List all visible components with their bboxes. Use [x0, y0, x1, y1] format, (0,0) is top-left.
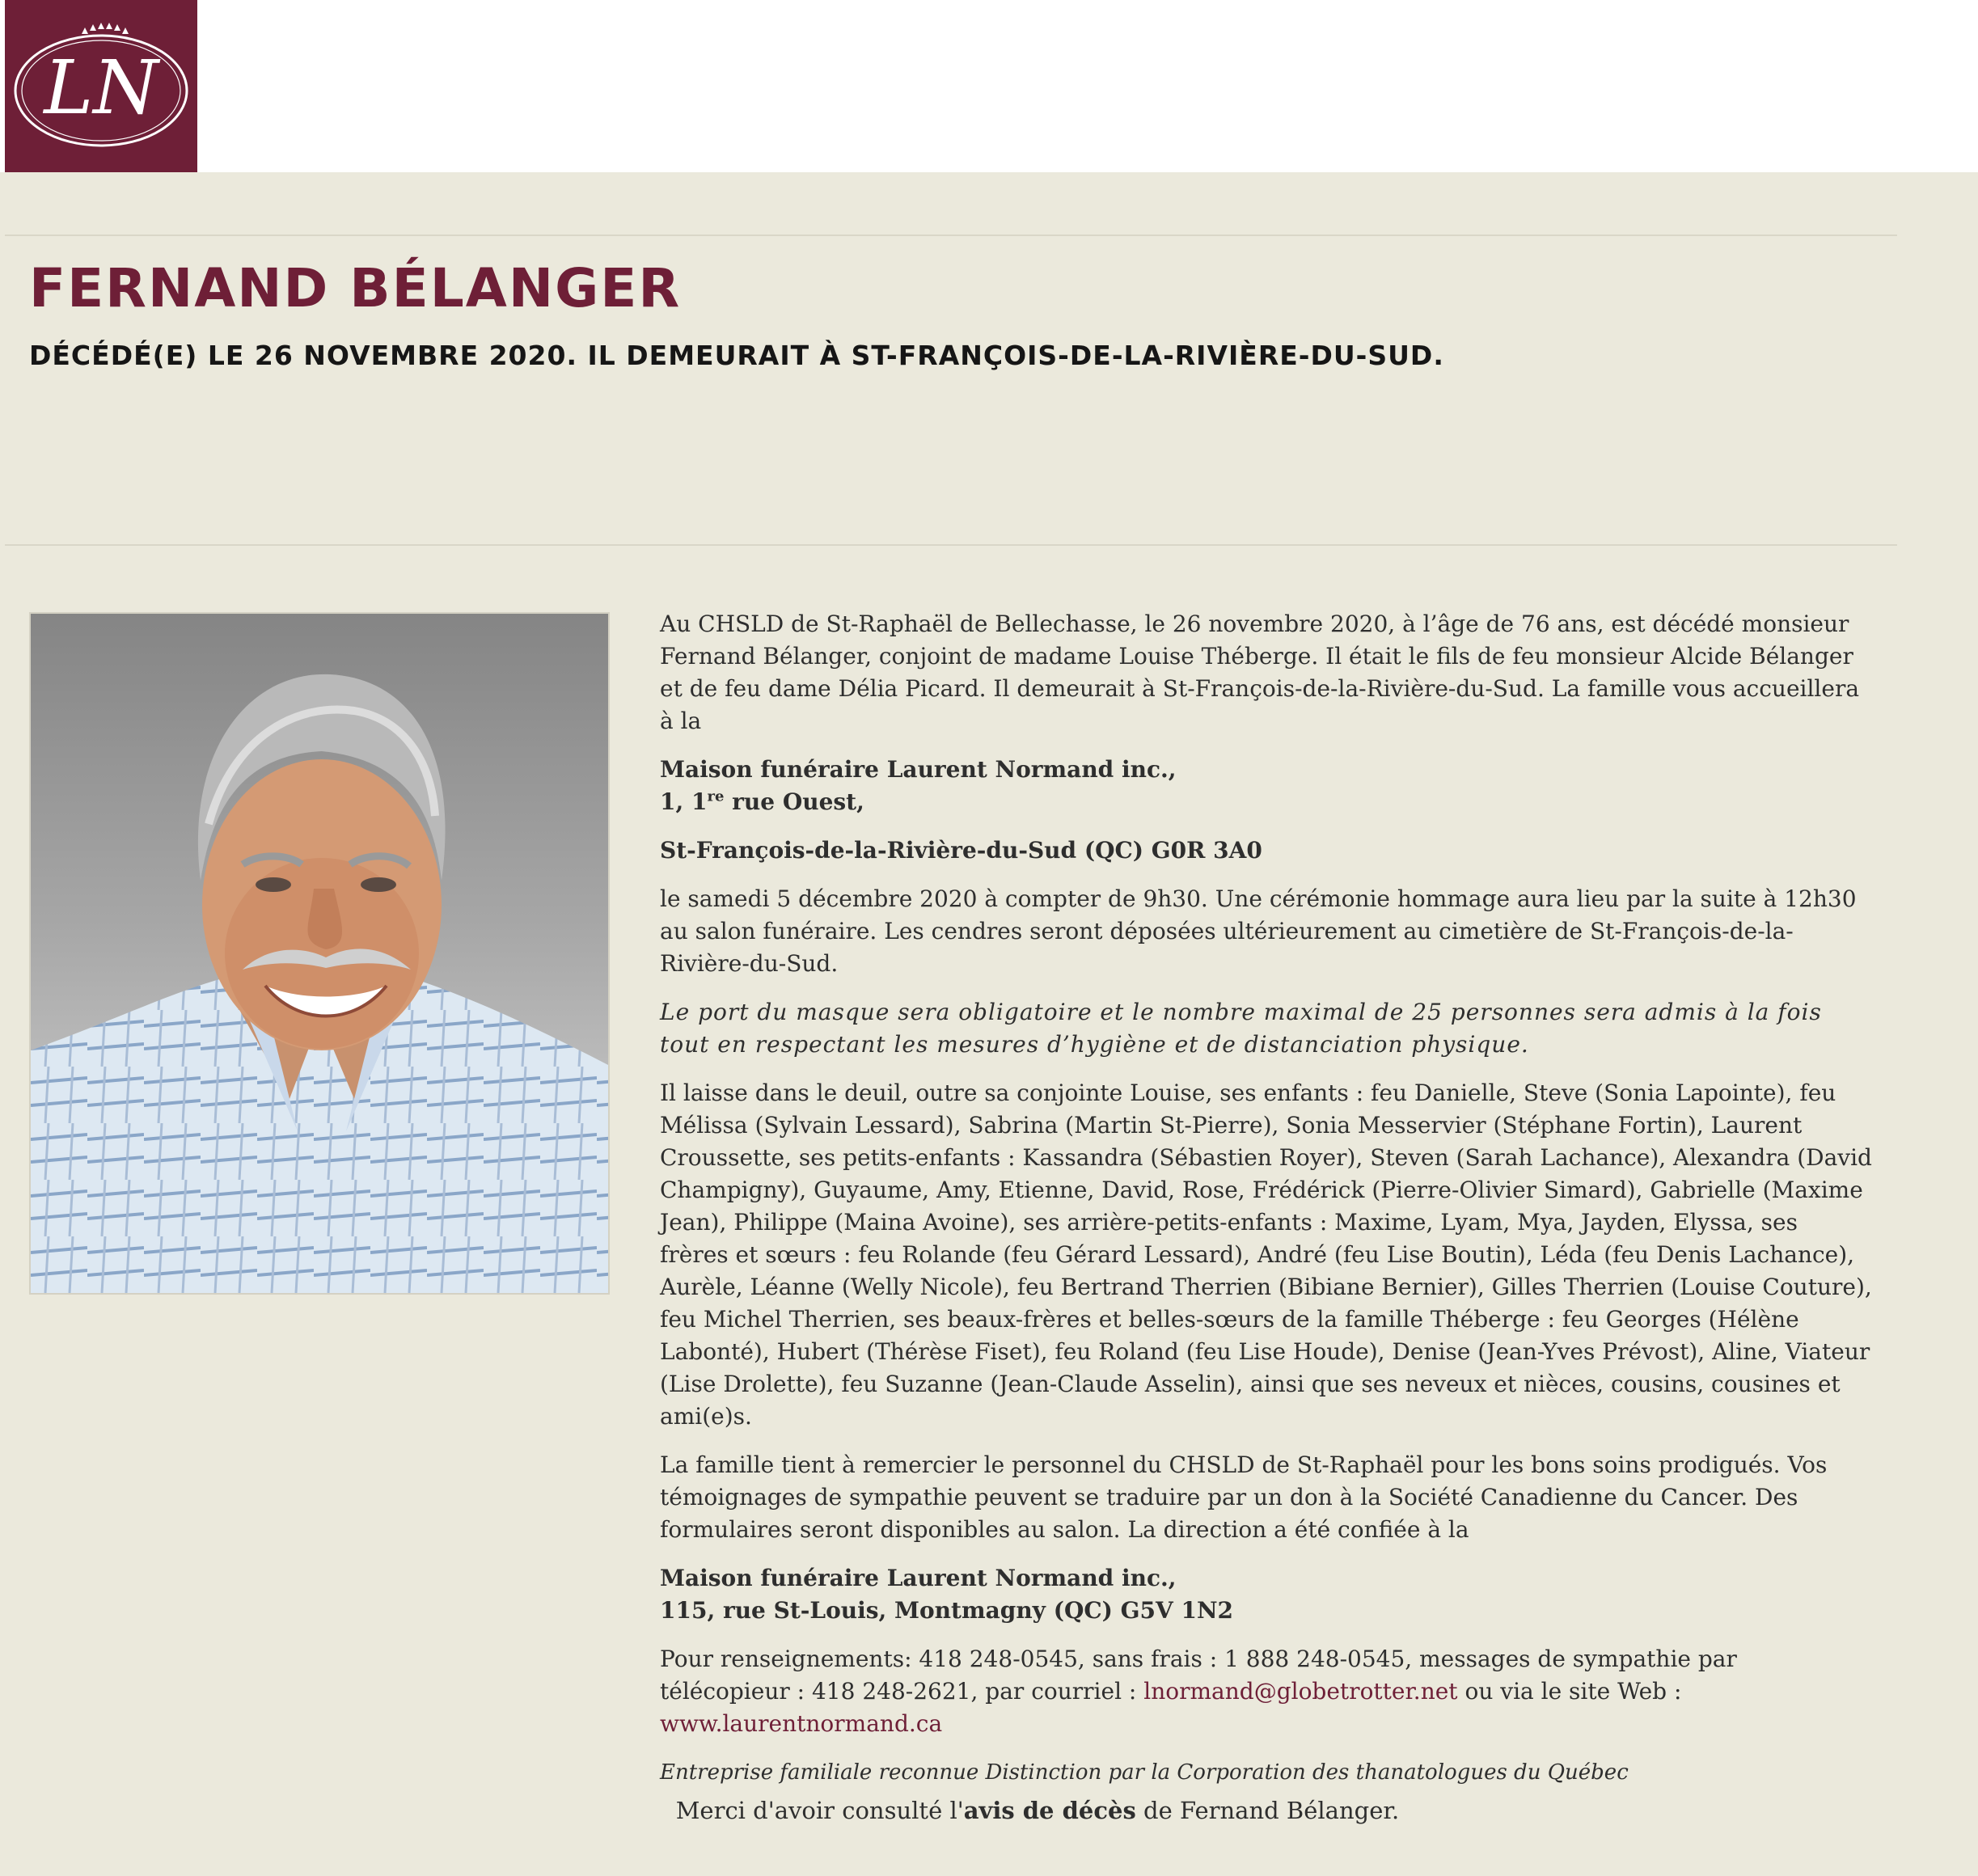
address-1-line-2-suffix: rue Ouest,	[724, 788, 864, 815]
survivors-paragraph: Il laisse dans le deuil, outre sa conjointe Louise, ses enfants : feu Danielle, Steve (Sonia Lapointe), feu Mélissa (Sylvain Lessard), Sabrina (Martin St-Pierre), Sonia Messervier (Stéphane Fortin), Laurent Croussette, ses petits-enfants : Kassandra (Sébastien Royer), Steven (Sarah Lachance), Alexandra (David Champigny), Guyaume, Amy, Etienne, David, Rose, Frédérick (Pierre-Olivier Simard), Gabrielle (Maxime Jean), Philippe (Maina Avoine), ses arrière-petits-enfants : Maxime, Lyam, Mya, Jayden, Elyssa, ses frères et sœurs : feu Rolande (feu Gérard Lessard), André (feu Lise Boutin), Léda (feu Denis Lachance), Aurèle, Léanne (Welly Nicole), feu Bertrand Therrien (Bibiane Bernier), Gilles Therrien (Louise Couture), feu Michel Therrien, ses beaux-frères et belles-sœurs de la famille Théberge : feu Georges (Hélène Labonté), Hubert (Thérèse Fiset), feu Roland (feu Lise Houde), Denise (Jean-Yves Prévost), Aline, Viateur (Lise Drolette), feu Suzanne (Jean-Claude Asselin), ainsi que ses neveux et nièces, cousins, cousines et ami(e)s.	[660, 1080, 1872, 1430]
address-2-line-2: 115, rue St-Louis, Montmagny (QC) G5V 1N2	[660, 1597, 1234, 1624]
footer-prefix: Merci d'avoir consulté l'	[675, 1797, 964, 1824]
top-header-bar	[0, 0, 1978, 172]
address-1-superscript: re	[707, 788, 725, 805]
contact-paragraph	[660, 1643, 1873, 1740]
visitation-paragraph: le samedi 5 décembre 2020 à compter de 9h30. Une cérémonie hommage aura lieu par la suite à 12h30 au salon funéraire. Les cendres seront déposées ultérieurement au cimetière de St-François-de-la-Rivière-du-Sud.	[660, 885, 1857, 977]
funeral-home-address-1	[660, 754, 1873, 818]
intro-paragraph: Au CHSLD de St-Raphaël de Bellechasse, le 26 novembre 2020, à l’âge de 76 ans, est décédé monsieur Fernand Bélanger, conjoint de madame Louise Théberge. Il était le fils de feu monsieur Alcide Bélanger et de feu dame Délia Picard. Il demeurait à St-François-de-la-Rivière-du-Sud. La famille vous accueillera à la	[660, 611, 1860, 734]
death-subtitle: DÉCÉDÉ(E) LE 26 NOVEMBRE 2020. IL DEMEURAIT À ST-FRANÇOIS-DE-LA-RIVIÈRE-DU-SUD.	[29, 340, 1444, 371]
obituary-body	[660, 608, 1873, 1805]
svg-text:LN: LN	[44, 44, 158, 131]
contact-text-1: Pour renseignements: 418 248-0545, sans frais : 1 888 248-0545, messages de sympathie par télécopieur : 418 248-2621, par courriel :	[660, 1646, 1737, 1705]
address-1-line-2-prefix: 1, 1	[660, 788, 708, 815]
laurent-normand-logo-icon	[5, 0, 197, 172]
address-1-line-3: St-François-de-la-Rivière-du-Sud (QC) G0R 3A0	[660, 837, 1262, 864]
divider-bottom	[5, 544, 1897, 546]
page-title: FERNAND BÉLANGER	[29, 257, 682, 319]
address-1-line-1: Maison funéraire Laurent Normand inc.,	[660, 756, 1177, 783]
email-link[interactable]: lnormand@globetrotter.net	[1143, 1678, 1458, 1705]
contact-text-2: ou via le site Web :	[1457, 1678, 1682, 1705]
address-2-line-1: Maison funéraire Laurent Normand inc.,	[660, 1565, 1177, 1591]
footer-suffix: de Fernand Bélanger.	[1135, 1797, 1400, 1824]
footer-thanks	[0, 1797, 1978, 1824]
logo[interactable]	[5, 0, 197, 172]
thanks-paragraph: La famille tient à remercier le personnel du CHSLD de St-Raphaël pour les bons soins prodigués. Vos témoignages de sympathie peuvent se traduire par un don à la Société Canadienne du Cancer. Des formulaires seront disponibles au salon. La direction a été confiée à la	[660, 1451, 1828, 1543]
portrait-image	[31, 614, 610, 1295]
divider-top	[5, 234, 1897, 236]
website-link[interactable]: www.laurentnormand.ca	[660, 1710, 943, 1737]
footer-bold: avis de décès	[963, 1797, 1136, 1824]
portrait-photo	[29, 612, 610, 1295]
funeral-home-address-2	[660, 1562, 1873, 1627]
distinction-note: Entreprise familiale reconnue Distinction par la Corporation des thanatologues du Québec	[660, 1760, 1629, 1785]
mask-notice: Le port du masque sera obligatoire et le nombre maximal de 25 personnes sera admis à la fois tout en respectant les mesures d’hygiène et de distanciation physique.	[660, 999, 1822, 1058]
